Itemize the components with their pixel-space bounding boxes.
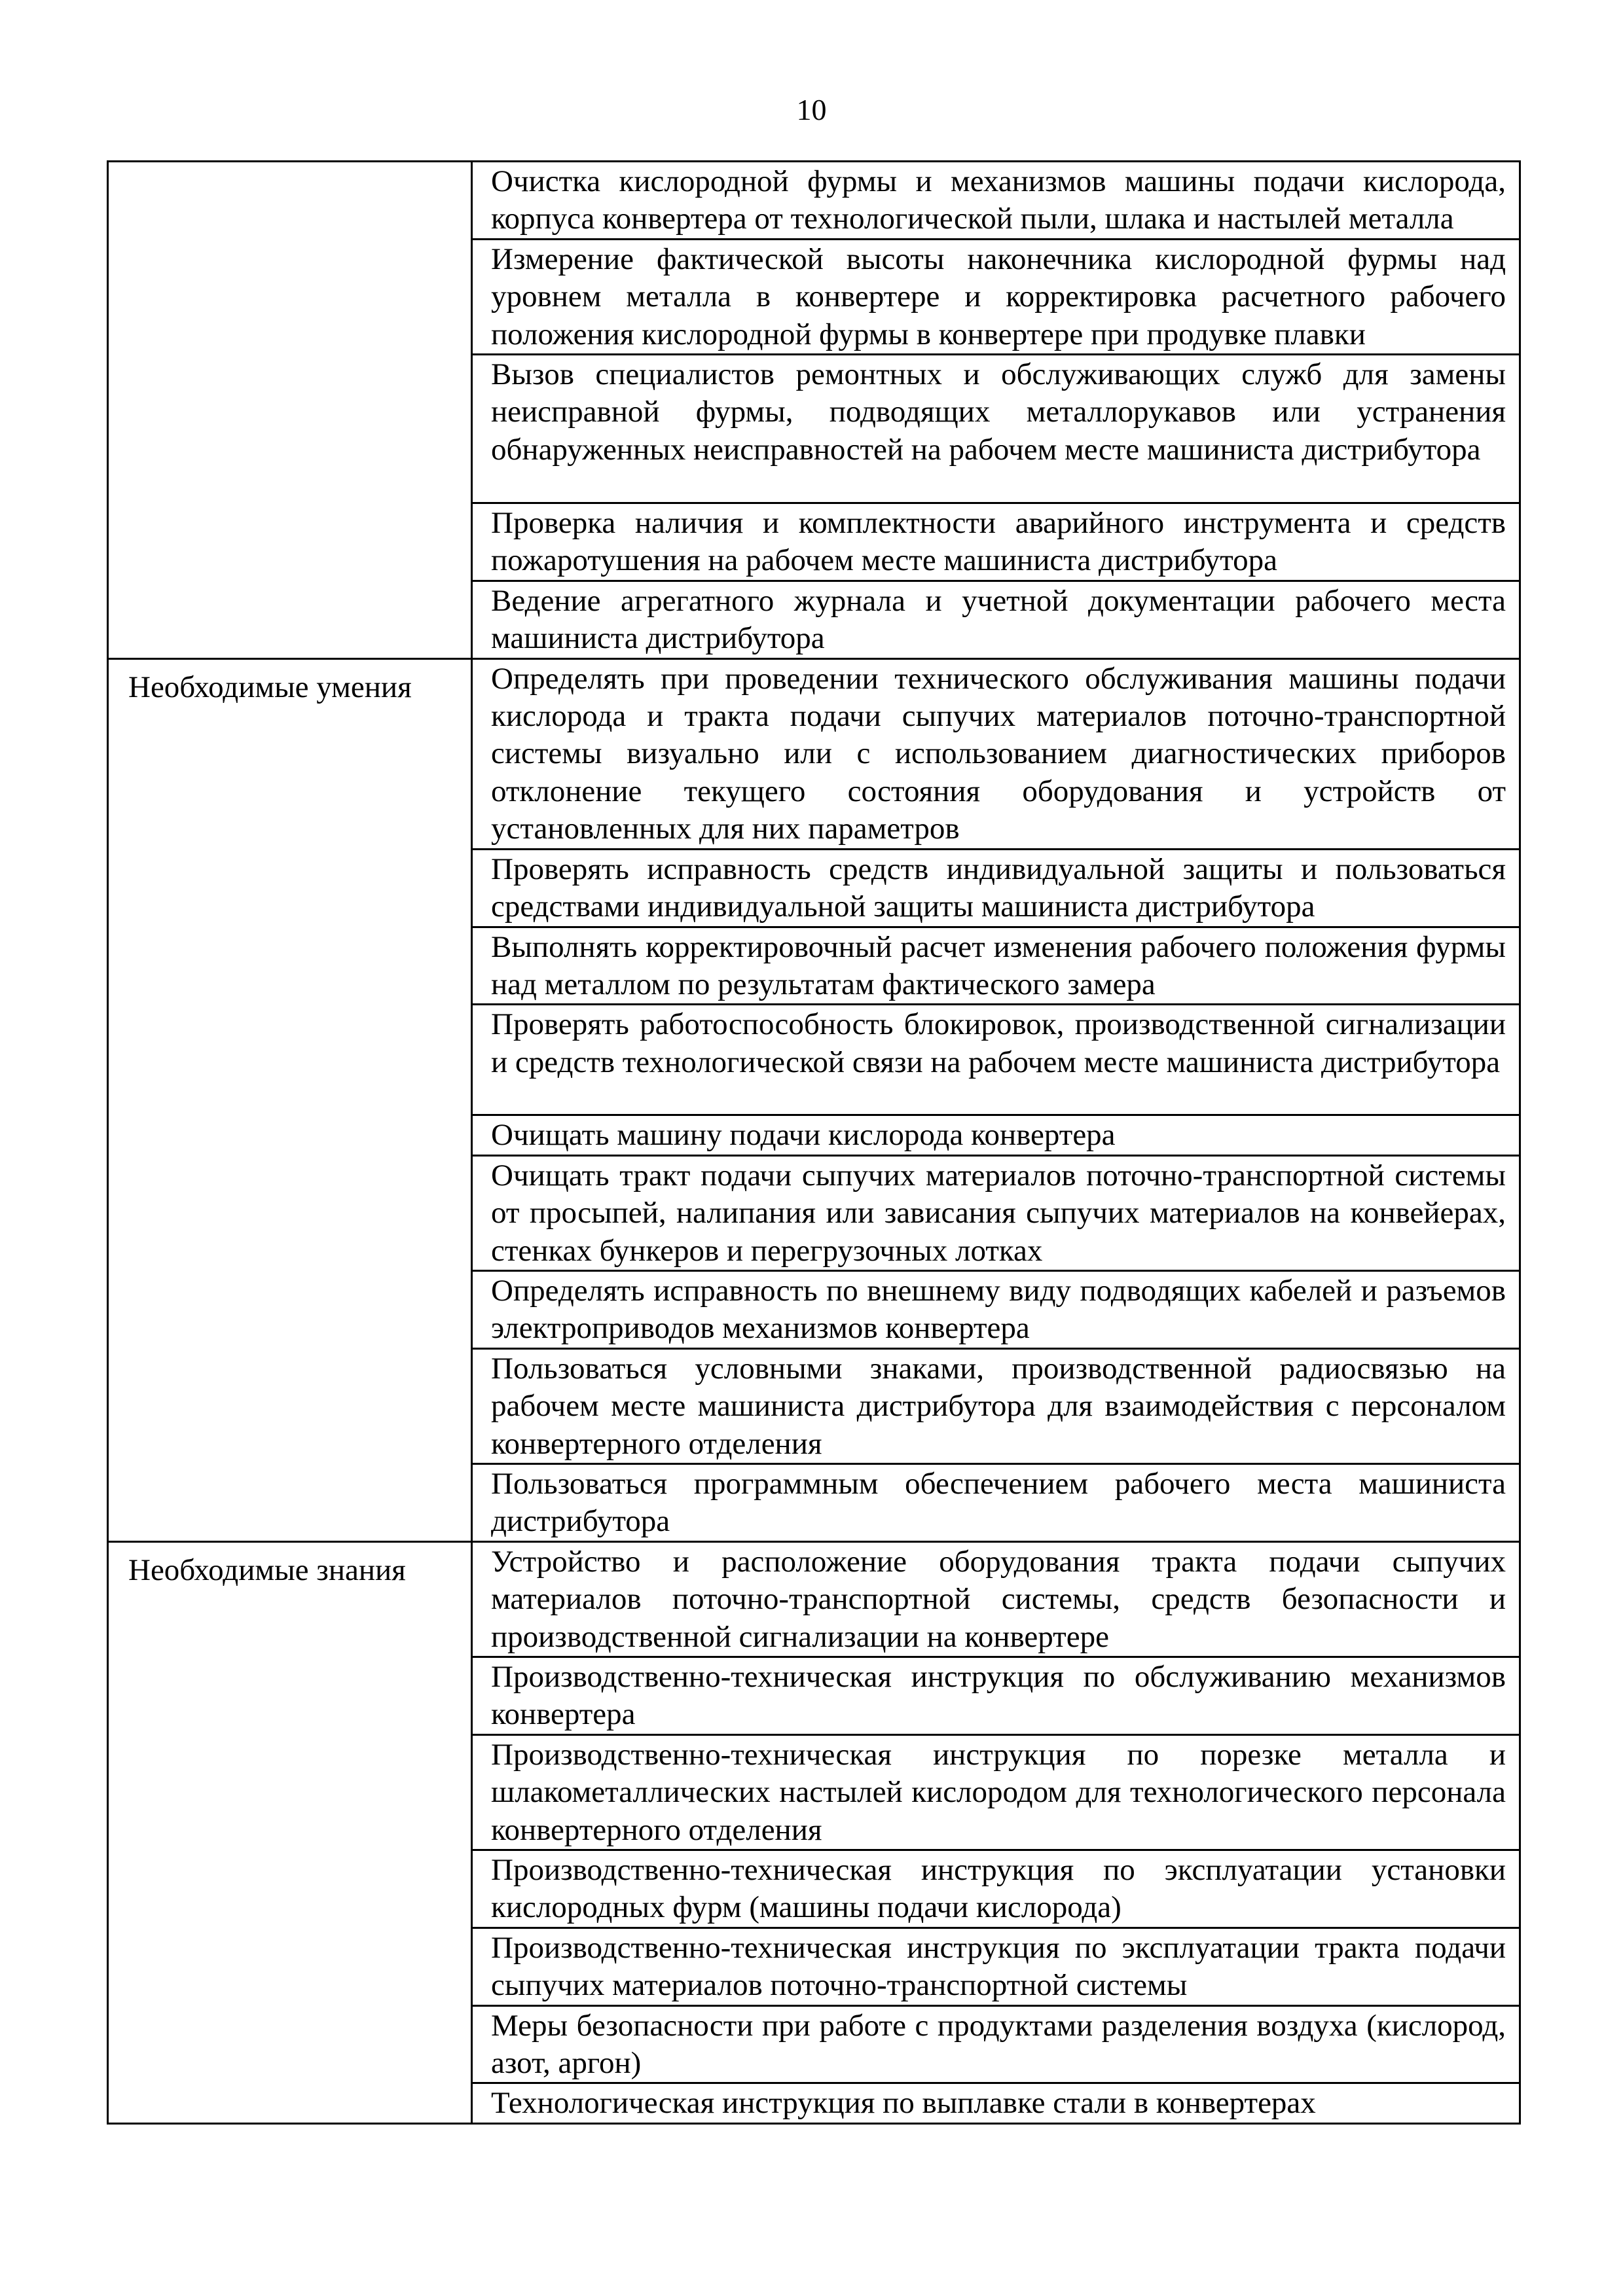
knowledge-item: Производственно-техническая инструкция по порезке металла и шлакометаллических настылей кислородом для технологического персонала конвертерного отделения [472, 1734, 1520, 1850]
skills-label: Необходимые умения [108, 658, 472, 1541]
skill-item: Определять исправность по внешнему виду подводящих кабелей и разъемов электроприводов механизмов конвертера [472, 1270, 1520, 1348]
skill-item: Проверять исправность средств индивидуальной защиты и пользоваться средствами индивидуальной защиты машиниста дистрибутора [472, 849, 1520, 927]
knowledge-item: Производственно-техническая инструкция по эксплуатации тракта подачи сыпучих материалов поточно-транспортной системы [472, 1928, 1520, 2005]
skill-item: Выполнять корректировочный расчет изменения рабочего положения фурмы над металлом по результатам фактического замера [472, 927, 1520, 1005]
labor-action-item: Очистка кислородной фурмы и механизмов машины подачи кислорода, корпуса конвертера от технологической пыли, шлака и настылей металла [472, 162, 1520, 240]
knowledge-item: Устройство и расположение оборудования тракта подачи сыпучих материалов поточно-транспортной системы, средств безопасности и производственной сигнализации на конвертере [472, 1541, 1520, 1657]
labor-action-item: Измерение фактической высоты наконечника кислородной фурмы над уровнем металла в конвертере и корректировка расчетного рабочего положения кислородной фурмы в конвертере при продувке плавки [472, 239, 1520, 354]
skill-item: Очищать тракт подачи сыпучих материалов поточно-транспортной системы от просыпей, налипания или зависания сыпучих материалов на конвейерах, стенках бункеров и перегрузочных лотках [472, 1155, 1520, 1270]
labor-action-item: Проверка наличия и комплектности аварийного инструмента и средств пожаротушения на рабочем месте машиниста дистрибутора [472, 503, 1520, 581]
labor-actions-label-cell [108, 162, 472, 659]
knowledge-item: Меры безопасности при работе с продуктами разделения воздуха (кислород, азот, аргон) [472, 2005, 1520, 2083]
table-row [108, 658, 1520, 849]
knowledge-item: Технологическая инструкция по выплавке стали в конвертерах [472, 2083, 1520, 2123]
skill-item: Определять при проведении технического обслуживания машины подачи кислорода и тракта подачи сыпучих материалов поточно-транспортной системы визуально или с использованием диагностических приборов отклонение текущего состояния оборудования и устройств от установленных для них параметров [472, 658, 1520, 849]
table-row [108, 162, 1520, 240]
skill-item: Пользоваться программным обеспечением рабочего места машиниста дистрибутора [472, 1463, 1520, 1541]
skill-item: Очищать машину подачи кислорода конвертера [472, 1115, 1520, 1155]
labor-action-item: Вызов специалистов ремонтных и обслуживающих служб для замены неисправной фурмы, подводящих металлорукавов или устранения обнаруженных неисправностей на рабочем месте машиниста дистрибутора [472, 355, 1520, 503]
competency-table [107, 160, 1521, 2125]
table-row [108, 1541, 1520, 1657]
skill-item: Проверять работоспособность блокировок, производственной сигнализации и средств технологической связи на рабочем месте машиниста дистрибутора [472, 1005, 1520, 1115]
knowledge-item: Производственно-техническая инструкция по эксплуатации установки кислородных фурм (машины подачи кислорода) [472, 1850, 1520, 1928]
page-number: 10 [796, 93, 827, 126]
knowledge-label: Необходимые знания [108, 1541, 472, 2123]
labor-action-item: Ведение агрегатного журнала и учетной документации рабочего места машиниста дистрибутора [472, 581, 1520, 658]
skill-item: Пользоваться условными знаками, производственной радиосвязью на рабочем месте машиниста дистрибутора для взаимодействия с персоналом конвертерного отделения [472, 1348, 1520, 1463]
knowledge-item: Производственно-техническая инструкция по обслуживанию механизмов конвертера [472, 1657, 1520, 1735]
